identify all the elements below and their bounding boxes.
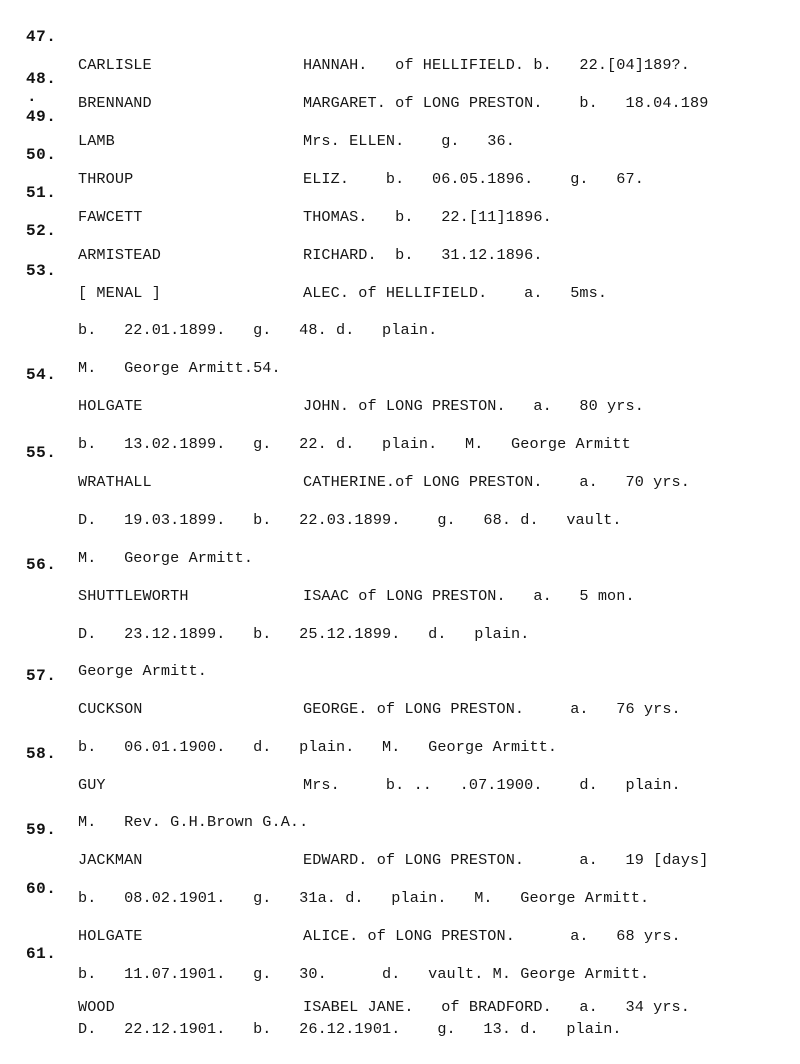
entry-continuation-text: b. 11.07.1901. g. 30. d. vault. M. George Armitt. (78, 965, 650, 983)
entry-details: RICHARD. b. 31.12.1896. (303, 246, 543, 264)
register-entry-line (78, 210, 552, 225)
entry-number: 47. (26, 28, 57, 46)
entry-details: JOHN. of LONG PRESTON. a. 80 yrs. (303, 397, 644, 415)
entry-details: GEORGE. of LONG PRESTON. a. 76 yrs. (303, 700, 681, 718)
entry-details: MARGARET. of LONG PRESTON. b. 18.04.189 (303, 94, 709, 112)
entry-details: Mrs. ELLEN. g. 36. (303, 132, 515, 150)
register-continuation-line (78, 513, 622, 528)
entry-continuation-text: M. George Armitt. (78, 549, 254, 567)
entry-surname: ARMISTEAD (78, 246, 161, 264)
register-continuation-line (78, 891, 649, 906)
entry-details: EDWARD. of LONG PRESTON. a. 19 [days] (303, 851, 709, 869)
entry-continuation-text: M. Rev. G.H.Brown G.A.. (78, 813, 309, 831)
register-entry-line (78, 286, 607, 301)
entry-surname: JACKMAN (78, 851, 143, 869)
entry-continuation-text: M. George Armitt.54. (78, 359, 281, 377)
entry-continuation-text: b. 08.02.1901. g. 31a. d. plain. M. George Armitt. (78, 889, 650, 907)
entry-details: Mrs. b. .. .07.1900. d. plain. (303, 776, 681, 794)
register-continuation-line (78, 551, 253, 566)
entry-continuation-text: George Armitt. (78, 662, 207, 680)
entry-details: ELIZ. b. 06.05.1896. g. 67. (303, 170, 644, 188)
stray-period-mark: . (27, 88, 37, 106)
entry-surname: THROUP (78, 170, 134, 188)
register-continuation-line (78, 967, 649, 982)
entry-number: 54. (26, 366, 57, 384)
entry-number: 61. (26, 945, 57, 963)
register-continuation-line (78, 361, 281, 376)
entry-number: 49. (26, 108, 57, 126)
entry-details: ISABEL JANE. of BRADFORD. a. 34 yrs. (303, 998, 690, 1016)
register-entry-line (78, 778, 681, 793)
entry-number: 48. (26, 70, 57, 88)
register-continuation-line (78, 627, 530, 642)
register-entry-line (78, 929, 681, 944)
entry-continuation-text: D. 23.12.1899. b. 25.12.1899. d. plain. (78, 625, 530, 643)
entry-number: 58. (26, 745, 57, 763)
register-continuation-line (78, 815, 308, 830)
register-entry-line (78, 134, 515, 149)
entry-number: 52. (26, 222, 57, 240)
entry-number: 50. (26, 146, 57, 164)
entry-surname: LAMB (78, 132, 115, 150)
entry-details: ALEC. of HELLIFIELD. a. 5ms. (303, 284, 608, 302)
entry-surname: GUY (78, 776, 106, 794)
entry-number: 55. (26, 444, 57, 462)
entry-number: 59. (26, 821, 57, 839)
register-entry-line (78, 248, 543, 263)
register-entry-line (78, 172, 644, 187)
register-continuation-line (78, 664, 207, 679)
entry-details: THOMAS. b. 22.[11]1896. (303, 208, 552, 226)
register-entry-line (78, 58, 690, 73)
register-entry-line (78, 589, 635, 604)
entry-surname: [ MENAL ] (78, 284, 161, 302)
entry-surname: FAWCETT (78, 208, 143, 226)
entry-number: 51. (26, 184, 57, 202)
register-continuation-line (78, 323, 437, 338)
register-entry-line (78, 853, 708, 868)
entry-continuation-text: b. 13.02.1899. g. 22. d. plain. M. George Armitt (78, 435, 631, 453)
entry-continuation-text: b. 06.01.1900. d. plain. M. George Armitt. (78, 738, 558, 756)
register-entry-line (78, 475, 690, 490)
entry-surname: WRATHALL (78, 473, 152, 491)
entry-continuation-text: b. 22.01.1899. g. 48. d. plain. (78, 321, 438, 339)
entry-number: 56. (26, 556, 57, 574)
entry-number: 53. (26, 262, 57, 280)
entry-number: 57. (26, 667, 57, 685)
entry-details: HANNAH. of HELLIFIELD. b. 22.[04]189?. (303, 56, 690, 74)
entry-details: ISAAC of LONG PRESTON. a. 5 mon. (303, 587, 635, 605)
register-continuation-line (78, 740, 557, 755)
entry-number: 60. (26, 880, 57, 898)
entry-surname: HOLGATE (78, 927, 143, 945)
entry-continuation-text: D. 22.12.1901. b. 26.12.1901. g. 13. d. plain. (78, 1020, 622, 1038)
entry-details: CATHERINE.of LONG PRESTON. a. 70 yrs. (303, 473, 690, 491)
entry-surname: BRENNAND (78, 94, 152, 112)
entry-surname: SHUTTLEWORTH (78, 587, 189, 605)
register-continuation-line (78, 437, 631, 452)
register-entry-line (78, 399, 644, 414)
register-continuation-line (78, 1022, 622, 1037)
entry-details: ALICE. of LONG PRESTON. a. 68 yrs. (303, 927, 681, 945)
entry-surname: HOLGATE (78, 397, 143, 415)
register-entry-line (78, 96, 708, 111)
entry-surname: CARLISLE (78, 56, 152, 74)
entry-surname: WOOD (78, 998, 115, 1016)
register-entry-line (78, 702, 681, 717)
entry-surname: CUCKSON (78, 700, 143, 718)
register-entry-line (78, 1000, 690, 1015)
entry-continuation-text: D. 19.03.1899. b. 22.03.1899. g. 68. d. vault. (78, 511, 622, 529)
